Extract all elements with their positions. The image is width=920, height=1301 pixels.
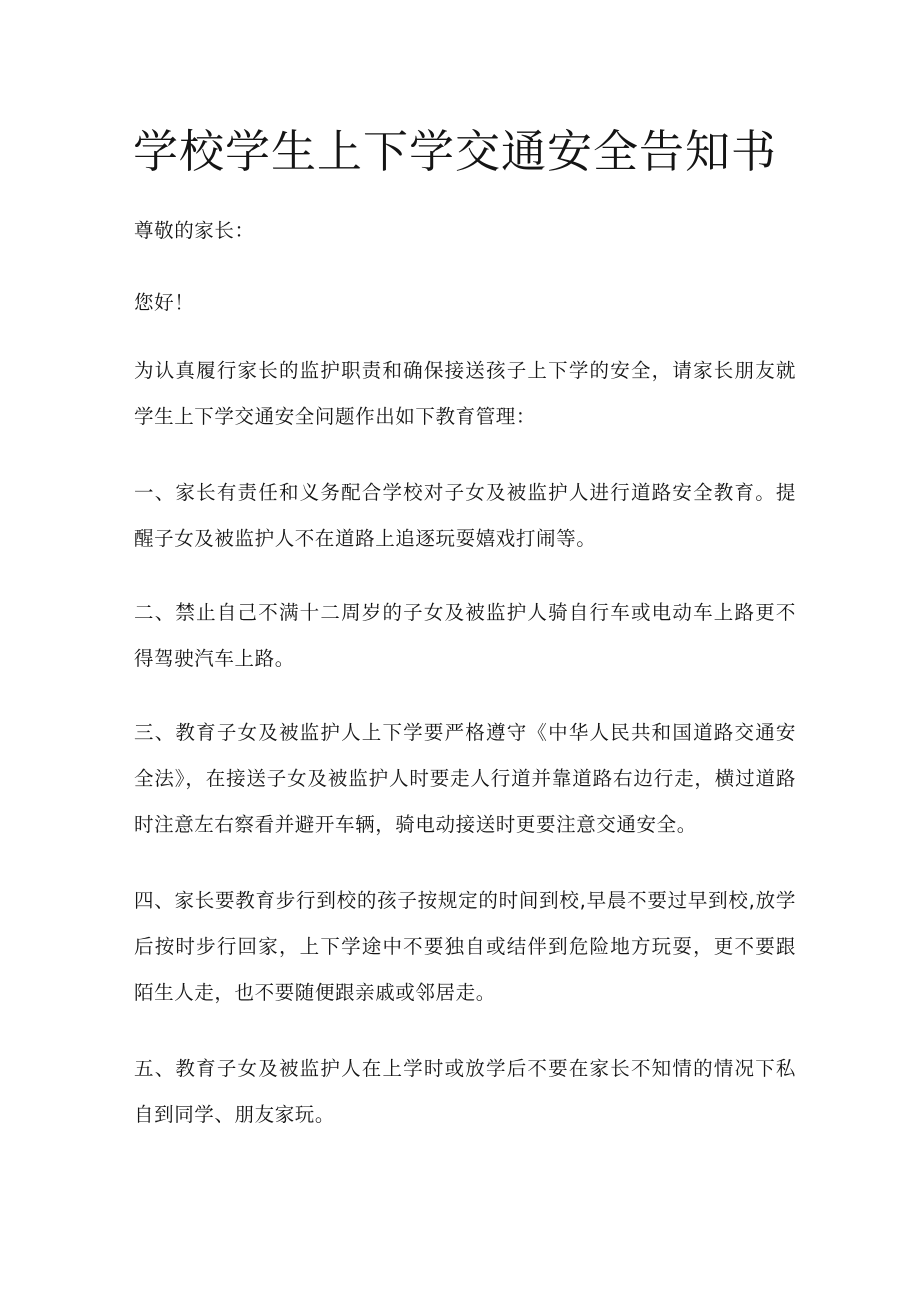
item-3-paragraph: 三、教育子女及被监护人上下学要严格遵守《中华人民共和国道路交通安全法》，在接送子女及被监护人时要走人行道并靠道路右边行走，横过道路时注意左右察看并避开车辆，骑电动接送时更要注意交通安全。 <box>134 721 796 836</box>
document-title: 学校学生上下学交通安全告知书 <box>133 125 778 178</box>
intro-paragraph: 为认真履行家长的监护职责和确保接送孩子上下学的安全，请家长朋友就学生上下学交通安全问题作出如下教育管理： <box>134 359 796 428</box>
item-1-paragraph: 一、家长有责任和义务配合学校对子女及被监护人进行道路安全教育。提醒子女及被监护人不在道路上追逐玩耍嬉戏打闹等。 <box>134 481 796 550</box>
item-2-paragraph: 二、禁止自己不满十二周岁的子女及被监护人骑自行车或电动车上路更不得驾驶汽车上路。 <box>134 601 796 670</box>
salutation: 尊敬的家长： <box>134 219 255 242</box>
item-5-paragraph: 五、教育子女及被监护人在上学时或放学后不要在家长不知情的情况下私自到同学、朋友家玩。 <box>134 1057 796 1126</box>
item-4-paragraph: 四、家长要教育步行到校的孩子按规定的时间到校,早晨不要过早到校,放学后按时步行回家，上下学途中不要独自或结伴到危险地方玩耍，更不要跟陌生人走，也不要随便跟亲戚或邻居走。 <box>134 889 796 1004</box>
greeting: 您好！ <box>134 291 195 314</box>
